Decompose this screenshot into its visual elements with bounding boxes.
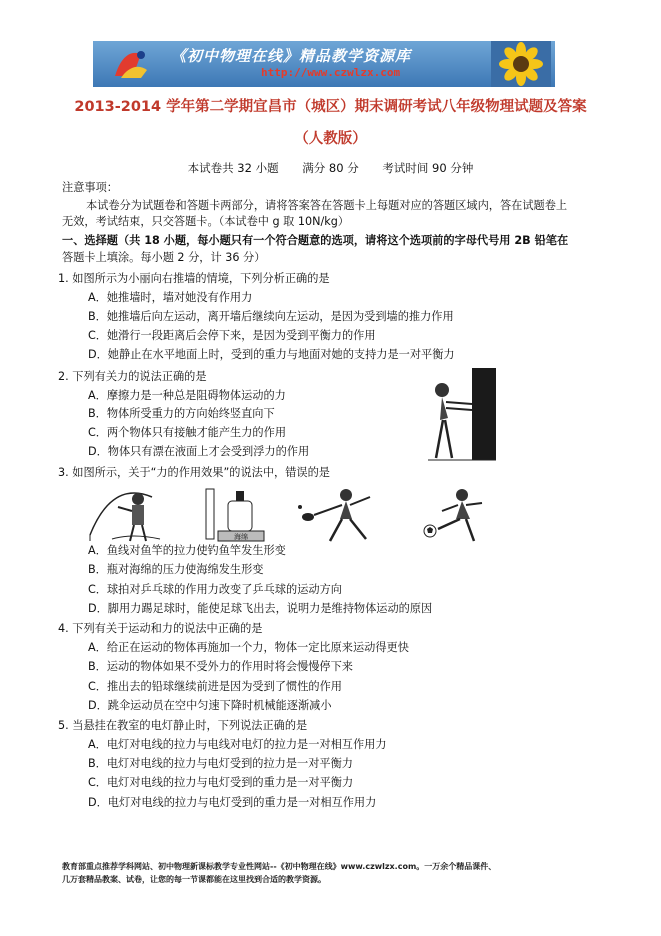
q2-option-a: A．摩擦力是一种总是阻碍物体运动的力 [88,389,286,402]
document-title: 2013-2014 学年第二学期宜昌市（城区）期末调研考试八年级物理试题及答案 [74,99,587,115]
notes-line-2: 无效，考试结束，只交答题卡。（本试卷中 g 取 10N/kg） [62,215,350,228]
q3-option-b: B．瓶对海绵的压力使海绵发生形变 [88,563,264,576]
section-heading-2: 答题卡上填涂。每小题 2 分，计 36 分） [62,251,266,264]
exam-full-score: 满分 80 分 [302,161,359,175]
q4-option-a: A．给正在运动的物体再施加一个力，物体一定比原来运动得更快 [88,641,409,654]
q1-option-c: C．她滑行一段距离后会停下来，是因为受到平衡力的作用 [88,329,376,342]
bottle-on-sponge-figure [200,485,268,543]
q4-option-b: B．运动的物体如果不受外力的作用时将会慢慢停下来 [88,660,353,673]
q5-option-b: B．电灯对电线的拉力与电灯受到的拉力是一对平衡力 [88,757,353,770]
sponge-label: 海绵 [234,533,248,541]
question-2: 2. 下列有关力的说法正确的是 [58,370,207,383]
girl-pushing-wall-figure [428,368,498,463]
exam-question-count: 本试卷共 32 小题 [187,161,279,175]
q3-option-a: A．鱼线对鱼竿的拉力使钓鱼竿发生形变 [88,544,286,557]
sunflower-icon [491,41,551,87]
q1-option-a: A．她推墙时，墙对她没有作用力 [88,291,253,304]
question-5: 5. 当悬挂在教室的电灯静止时，下列说法正确的是 [58,719,308,732]
football-kick-figure [418,485,498,543]
fishing-figure [82,485,162,543]
question-3: 3. 如图所示，关于“力的作用效果”的说法中，错误的是 [58,466,330,479]
document-subtitle: （人教版） [294,131,367,147]
table-tennis-figure [294,485,386,543]
q1-option-b: B．她推墙后向左运动，离开墙后继续向左运动，是因为受到墙的推力作用 [88,310,454,323]
notes-heading: 注意事项： [62,181,118,194]
q4-option-c: C．推出去的铅球继续前进是因为受到了惯性的作用 [88,680,342,693]
footer-line-1: 教育部重点推荐学科网站、初中物理新课标教学专业性网站--《初中物理在线》www.czwlzx.com。一万余个精品课件、 [62,862,497,871]
footer-line-2: 几万套精品教案、试卷，让您的每一节课都能在这里找到合适的教学资源。 [62,875,326,884]
exam-time-limit: 考试时间 90 分钟 [382,161,474,175]
site-logo-icon [111,46,151,82]
site-banner [93,41,555,87]
exam-info [0,160,661,176]
banner-title: 《初中物理在线》精品教学资源库 [171,47,412,65]
banner-url[interactable]: http://www.czwlzx.com [261,66,401,79]
page-footer [62,860,622,886]
q5-option-d: D．电灯对电线的拉力与电灯受到的重力是一对相互作用力 [88,796,377,809]
q2-option-d: D．物体只有漂在液面上才会受到浮力的作用 [88,445,310,458]
q1-option-d: D．她静止在水平地面上时，受到的重力与地面对她的支持力是一对平衡力 [88,348,455,361]
section-heading: 一、选择题（共 18 小题，每小题只有一个符合题意的选项，请将这个选项前的字母代号用 2B 铅笔在 [62,234,569,247]
notes-line-1: 本试卷分为试题卷和答题卡两部分，请将答案答在答题卡上每题对应的答题区域内，答在试题卷上 [86,199,568,212]
q2-option-b: B．物体所受重力的方向始终竖直向下 [88,407,275,420]
q5-option-c: C．电灯对电线的拉力与电灯受到的重力是一对平衡力 [88,776,354,789]
question-4: 4. 下列有关于运动和力的说法中正确的是 [58,622,263,635]
q5-option-a: A．电灯对电线的拉力与电线对电灯的拉力是一对相互作用力 [88,738,387,751]
q2-option-c: C．两个物体只有接触才能产生力的作用 [88,426,287,439]
q3-option-c: C．球拍对乒乓球的作用力改变了乒乓球的运动方向 [88,583,342,596]
q4-option-d: D．跳伞运动员在空中匀速下降时机械能逐渐减小 [88,699,332,712]
question-1: 1. 如图所示为小丽向右推墙的情境，下列分析正确的是 [58,272,330,285]
q3-option-d: D．脚用力踢足球时，能使足球飞出去，说明力是维持物体运动的原因 [88,602,433,615]
